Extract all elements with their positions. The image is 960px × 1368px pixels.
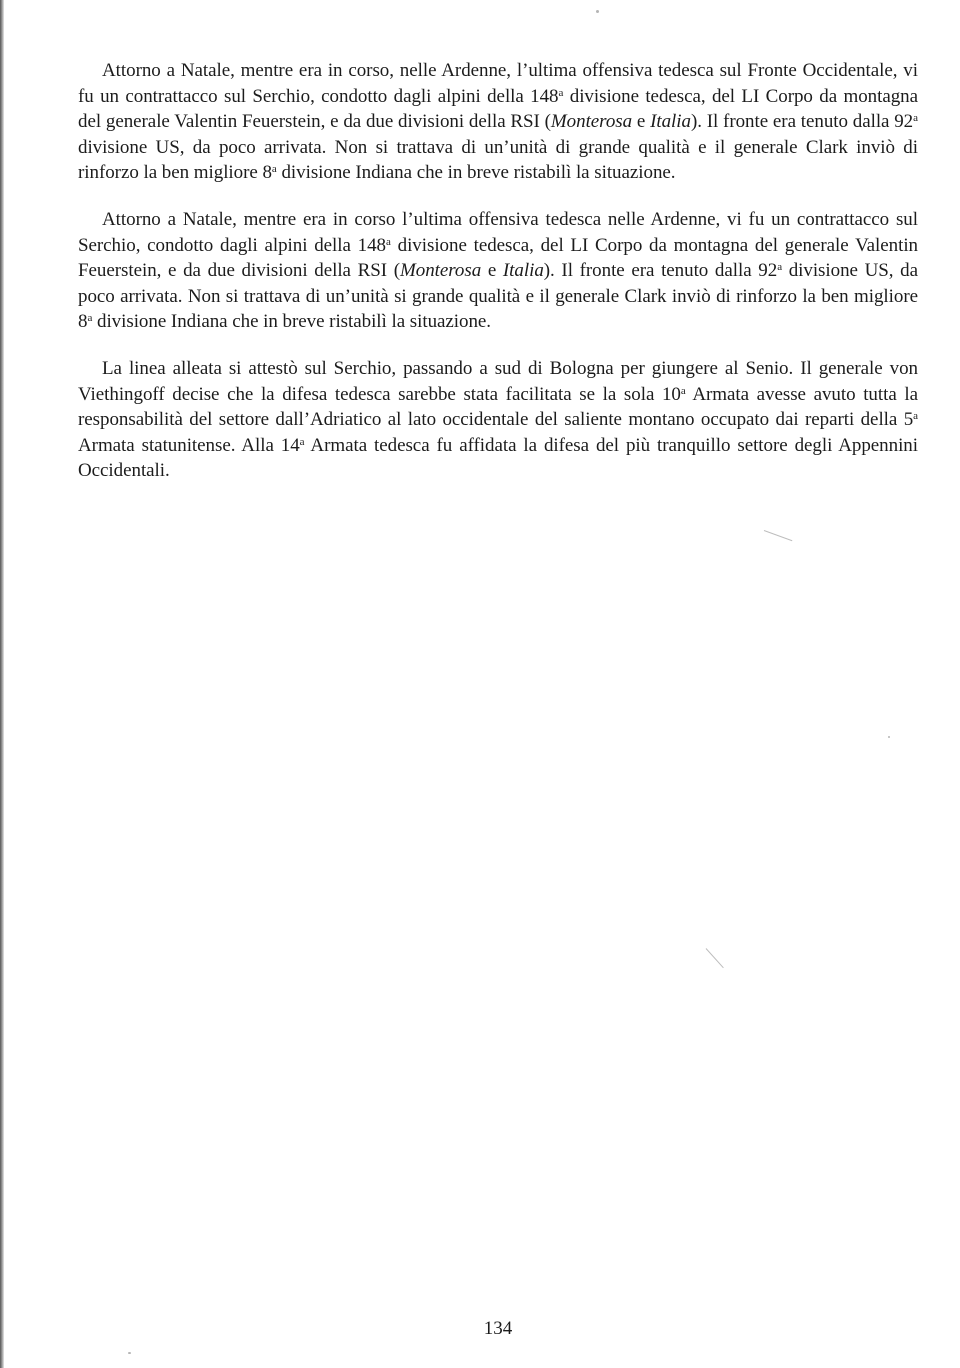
ordinal-suffix: a bbox=[87, 312, 93, 325]
scan-artifact-mark bbox=[706, 948, 724, 968]
text-run: ). Il fronte era tenuto dalla 92 bbox=[690, 111, 914, 133]
text-run: Attorno a Natale, mentre era in corso, nelle Ardenne, l’ultima offensiva tedesca sul Fronte Occidentale, vi fu un contrattacco sul Serchio, condotto dagli alpini della 148 bbox=[78, 60, 918, 107]
italic-text: Monterosa bbox=[550, 111, 633, 133]
page-binding-edge bbox=[0, 0, 4, 1368]
ordinal-suffix: a bbox=[299, 435, 305, 448]
text-run: ). Il fronte era tenuto dalla 92 bbox=[543, 260, 778, 282]
text-run: divisione tedesca, del LI Corpo da montagna del generale Valentin Feuerstein, e da due divisioni della RSI ( bbox=[78, 234, 918, 282]
ordinal-suffix: a bbox=[558, 86, 564, 99]
ordinal-suffix: a bbox=[386, 235, 391, 248]
paragraph-3 bbox=[78, 356, 918, 484]
text-run: Armata avesse avuto tutta la responsabilità del settore dall’Adriatico al lato occidentale del saliente montano occupato dai reparti della 5 bbox=[78, 383, 918, 431]
text-run: Armata statunitense. Alla 14 bbox=[78, 434, 300, 456]
italic-text: Italia bbox=[502, 260, 544, 282]
ordinal-suffix: a bbox=[913, 112, 918, 125]
paragraph-1 bbox=[78, 58, 918, 186]
ordinal-suffix: a bbox=[680, 384, 686, 397]
scan-artifact-speck bbox=[888, 736, 890, 738]
italic-text: Italia bbox=[650, 111, 691, 133]
page-number: 134 bbox=[483, 1318, 513, 1339]
text-run: La linea alleata si attestò sul Serchio, passando a sud di Bologna per giungere al Senio. Il generale von Viethingoff decise che la difesa tedesca sarebbe stata facilitata se la sola 10 bbox=[78, 357, 918, 405]
text-run: e bbox=[632, 111, 651, 133]
text-run: Attorno a Natale, mentre era in corso l’ultima offensiva tedesca nelle Ardenne, vi fu un contrattacco sul Serchio, condotto dagli alpini della 148 bbox=[78, 208, 918, 256]
ordinal-suffix: a bbox=[777, 261, 783, 274]
text-run: Armata tedesca fu affidata la difesa del più tranquillo settore degli Appennini Occidentali. bbox=[78, 434, 918, 482]
text-run: divisione Indiana che in breve ristabilì la situazione. bbox=[276, 162, 676, 184]
ordinal-suffix: a bbox=[271, 163, 277, 176]
scan-artifact-speck bbox=[596, 10, 599, 13]
paragraph-2 bbox=[78, 207, 918, 335]
ordinal-suffix: a bbox=[913, 410, 918, 423]
text-run: divisione tedesca, del LI Corpo da montagna del generale Valentin Feuerstein, e da due divisioni della RSI ( bbox=[78, 85, 918, 133]
scan-artifact-speck bbox=[128, 1352, 131, 1354]
scan-artifact-mark bbox=[764, 530, 793, 541]
text-run: divisione US, da poco arrivata. Non si trattava di un’unità si grande qualità e il generale Clark inviò di rinforzo la ben migliore 8 bbox=[78, 260, 918, 333]
text-run: e bbox=[481, 260, 503, 282]
text-run: divisione US, da poco arrivata. Non si trattava di un’unità di grande qualità e il generale Clark inviò di rinforzo la ben migliore 8 bbox=[78, 136, 918, 184]
italic-text: Monterosa bbox=[399, 260, 482, 282]
text-run: divisione Indiana che in breve ristabilì la situazione. bbox=[92, 311, 492, 333]
page-body bbox=[78, 58, 918, 505]
